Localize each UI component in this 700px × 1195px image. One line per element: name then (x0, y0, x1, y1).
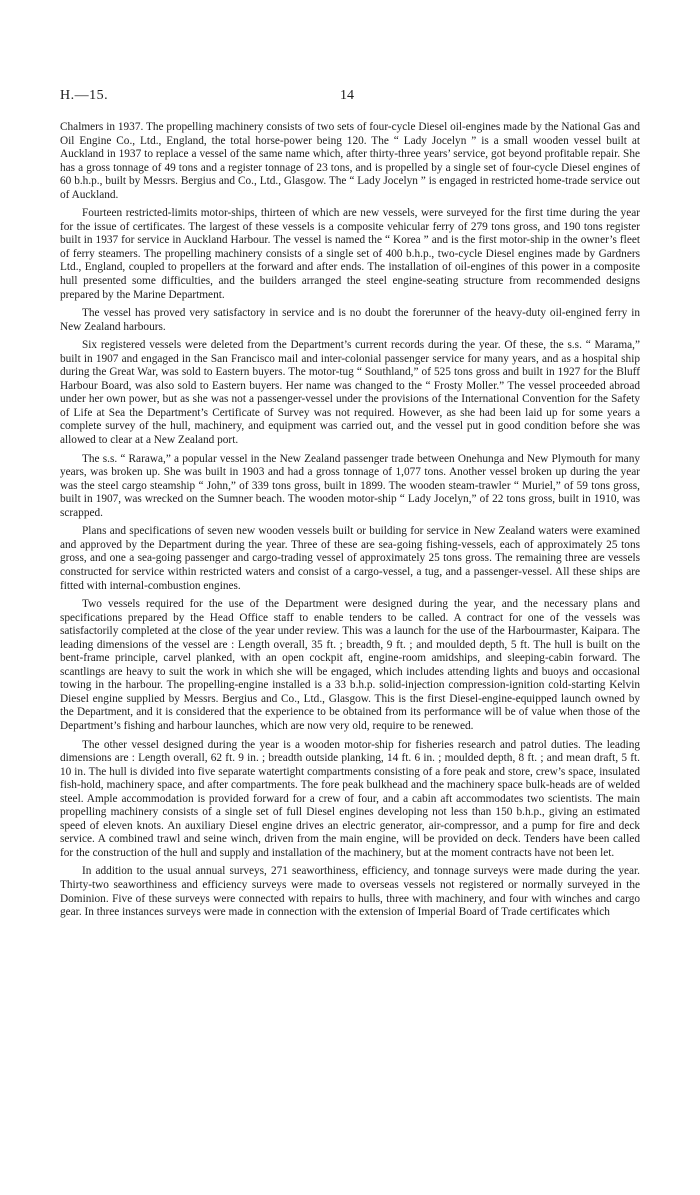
paragraph: Chalmers in 1937. The propelling machinery consists of two sets of four-cycle Diesel oil-engines made by the National Gas and Oil Engine Co., Ltd., England, the total horse-power being 120. The “ Lady Jocelyn ” is a small wooden vessel built at Auckland in 1937 to replace a vessel of the same name which, after thirty-three years’ service, got beyond profitable repair. She has a gross tonnage of 49 tons and a register tonnage of 23 tons, and is propelled by a single set of four-cycle Diesel engines of 60 b.h.p., built by Messrs. Bergius and Co., Ltd., Glasgow. The “ Lady Jocelyn ” is engaged in restricted home-trade service out of Auckland. (60, 121, 640, 201)
paragraph: The other vessel designed during the year is a wooden motor-ship for fisheries research and patrol duties. The leading dimensions are : Length overall, 62 ft. 9 in. ; breadth outside planking, 14 ft. 6 in. ; moulded depth, 8 ft. ; and mean draft, 5 ft. 10 in. The hull is divided into five separate watertight compartments consisting of a fore peak and store, crew’s space, insulated fish-hold, machinery space, and after compartments. The fore peak bulkhead and the machinery space bulk-heads are of welded steel. Ample accommodation is provided forward for a crew of four, and a cabin aft accommodates two scientists. The main propelling machinery consists of a single set of full Diesel engines developing not less than 150 b.h.p., giving an estimated speed of eleven knots. An auxiliary Diesel engine drives an electric generator, air-compressor, and a pump for fire and deck service. A combined trawl and seine winch, driven from the main engine, will be provided on deck. Tenders have been called for the construction of the hull and supply and installation of the machinery, but at the moment contracts have not been let. (60, 738, 640, 859)
page-number: 14 (340, 88, 354, 103)
page-header (60, 88, 640, 106)
body-text (60, 121, 640, 925)
paragraph: Two vessels required for the use of the Department were designed during the year, and the necessary plans and specifications prepared by the Head Office staff to enable tenders to be called. A contract for one of the vessels was satisfactorily completed at the close of the year under review. This was a launch for the use of the Harbourmaster, Kaipara. The leading dimensions of the vessel are : Length overall, 35 ft. ; breadth, 9 ft. ; and moulded depth, 5 ft. The hull is built on the bent-frame principle, carvel planked, with an open cockpit aft, engine-room amidships, and sleeping-cabin forward. The scantlings are heavy to suit the work in which she will be engaged, which includes attending lights and buoys and occasional towing in the harbour. The propelling-engine installed is a 33 b.h.p. solid-injection compression-ignition cold-starting Kelvin Diesel engine supplied by Messrs. Bergius and Co., Ltd., Glasgow. This is the first Diesel-engine-equipped launch owned by the Department, and it is considered that the experience to be obtained from its performance will be of value when those of the Department’s fishing and harbour launches, which are now very old, require to be renewed. (60, 598, 640, 732)
paragraph: Six registered vessels were deleted from the Department’s current records during the year. Of these, the s.s. “ Marama,” built in 1907 and engaged in the San Francisco mail and inter-colonial passenger service for many years, and as a hospital ship during the Great War, was sold to Eastern buyers. The motor-tug “ Southland,” of 525 tons gross and built in 1927 for the Bluff Harbour Board, was also sold to Eastern buyers. Her name was changed to the “ Frosty Moller.” The vessel proceeded abroad under her own power, but as she was not a passenger-vessel under the provisions of the International Convention for the Safety of Life at Sea the Department’s Certificate of Survey was not required. However, as she had been laid up for some years a complete survey of the hull, machinery, and equipment was carried out, and the vessel put in good condition before she was allowed to clear at a New Zealand port. (60, 339, 640, 447)
document-reference: H.—15. (60, 88, 109, 103)
paragraph: Plans and specifications of seven new wooden vessels built or building for service in New Zealand waters were examined and approved by the Department during the year. Three of these are sea-going fishing-vessels, each of approximately 25 tons gross, and one a sea-going passenger and cargo-trading vessel of approximately 25 tons gross. The remaining three are vessels constructed for service within restricted waters and consist of a cargo-vessel, a tug, and a passenger-vessel. All these ships are fitted with internal-combustion engines. (60, 525, 640, 592)
paragraph: The s.s. “ Rarawa,” a popular vessel in the New Zealand passenger trade between Onehunga and New Plymouth for many years, was broken up. She was built in 1903 and had a gross tonnage of 1,077 tons. Another vessel broken up during the year was the steel cargo steamship “ John,” of 339 tons gross, built in 1899. The wooden steam-trawler “ Muriel,” of 59 tons gross, built in 1907, was wrecked on the Sumner beach. The wooden motor-ship “ Lady Jocelyn,” of 22 tons gross, built in 1910, was scrapped. (60, 452, 640, 519)
paragraph: Fourteen restricted-limits motor-ships, thirteen of which are new vessels, were surveyed for the first time during the year for the issue of certificates. The largest of these vessels is a composite vehicular ferry of 279 tons gross, and 190 tons register built in 1937 for service in Auckland Harbour. The vessel is named the “ Korea ” and is the first motor-ship in the owner’s fleet of ferry steamers. The propelling machinery consists of a single set of 400 b.h.p., two-cycle Diesel engines made by Gardners Ltd., England, coupled to propellers at the forward and after ends. The installation of oil-engines of this power in a composite hull presented some difficulties, and the builders arranged the steel engine-seating structure from recommended designs prepared by the Marine Department. (60, 207, 640, 301)
paragraph: In addition to the usual annual surveys, 271 seaworthiness, efficiency, and tonnage surveys were made during the year. Thirty-two seaworthiness and efficiency surveys were made to overseas vessels not registered or normally surveyed in the Dominion. Five of these surveys were connected with repairs to hulls, three with machinery, and four with winches and cargo gear. In three instances surveys were made in connection with the extension of Imperial Board of Trade certificates which (60, 865, 640, 919)
paragraph: The vessel has proved very satisfactory in service and is no doubt the forerunner of the heavy-duty oil-engined ferry in New Zealand harbours. (60, 307, 640, 333)
